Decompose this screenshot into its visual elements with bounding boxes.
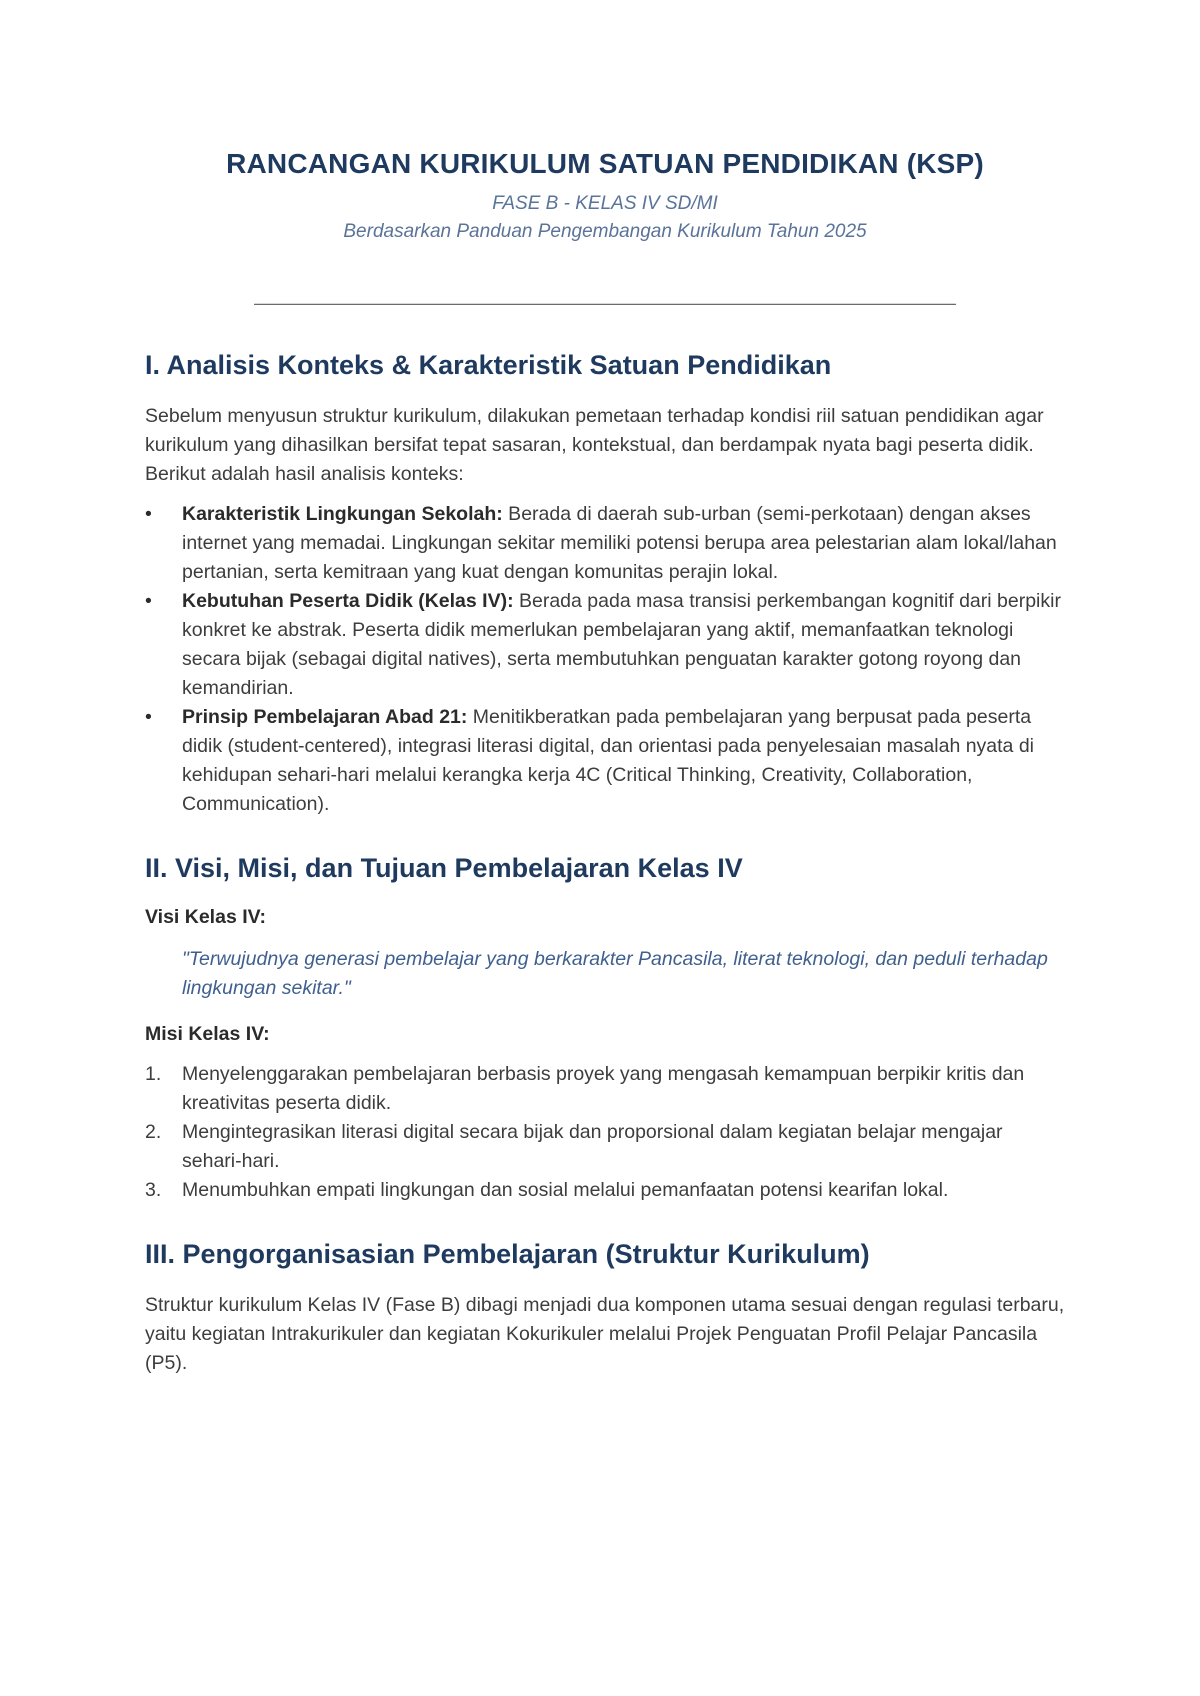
section-1-heading: I. Analisis Konteks & Karakteristik Satuan Pendidikan bbox=[145, 350, 832, 380]
list-item bbox=[145, 1118, 1065, 1176]
document-basis: Berdasarkan Panduan Pengembangan Kurikulum Tahun 2025 bbox=[343, 221, 867, 242]
list-item bbox=[145, 703, 1065, 819]
list-item-text: Menitikberatkan pada pembelajaran yang berpusat pada peserta didik (student-centered), integrasi literasi digital, dan orientasi pada penyelesaian masalah nyata di kehidupan sehari-hari melalui kerangka kerja 4C (Critical Thinking, Creativity, Collaboration, Communication). bbox=[182, 706, 1035, 815]
section-3-heading: III. Pengorganisasian Pembelajaran (Struktur Kurikulum) bbox=[145, 1239, 870, 1269]
vision-quote: "Terwujudnya generasi pembelajar yang berkarakter Pancasila, literat teknologi, dan peduli terhadap lingkungan sekitar." bbox=[182, 948, 1048, 999]
section-1-intro: Sebelum menyusun struktur kurikulum, dilakukan pemetaan terhadap kondisi riil satuan pendidikan agar kurikulum yang dihasilkan bersifat tepat sasaran, kontekstual, dan berdampak nyata bagi peserta didik. Berikut adalah hasil analisis konteks: bbox=[145, 405, 1044, 485]
list-item-text: Menumbuhkan empati lingkungan dan sosial melalui pemanfaatan potensi kearifan lokal. bbox=[182, 1179, 949, 1201]
mission-label: Misi Kelas IV: bbox=[145, 1023, 270, 1045]
section-3-text: Struktur kurikulum Kelas IV (Fase B) dibagi menjadi dua komponen utama sesuai dengan regulasi terbaru, yaitu kegiatan Intrakurikuler dan kegiatan Kokurikuler melalui Projek Penguatan Profil Pelajar Pancasila (P5). bbox=[145, 1294, 1065, 1374]
list-item-text: Berada di daerah sub-urban (semi-perkotaan) dengan akses internet yang memadai. Lingkungan sekitar memiliki potensi berupa area pelestarian alam lokal/lahan pertanian, serta kemitraan yang kuat dengan komunitas perajin lokal. bbox=[182, 503, 1057, 583]
list-item-text: Menyelenggarakan pembelajaran berbasis proyek yang mengasah kemampuan berpikir kritis dan kreativitas peserta didik. bbox=[182, 1063, 1025, 1114]
bullet-icon: • bbox=[145, 590, 152, 612]
mission-list bbox=[145, 1060, 1065, 1205]
document-content bbox=[145, 148, 1065, 1378]
section-2-heading: II. Visi, Misi, dan Tujuan Pembelajaran Kelas IV bbox=[145, 853, 743, 883]
bullet-icon: • bbox=[145, 706, 152, 728]
horizontal-divider: ——————————————————————————————————————— bbox=[254, 293, 956, 313]
document-title: RANCANGAN KURIKULUM SATUAN PENDIDIKAN (KSP) bbox=[226, 148, 984, 179]
list-item-text: Mengintegrasikan literasi digital secara bijak dan proporsional dalam kegiatan belajar mengajar sehari-hari. bbox=[182, 1121, 1003, 1172]
list-item-text: Berada pada masa transisi perkembangan kognitif dari berpikir konkret ke abstrak. Peserta didik memerlukan pembelajaran yang aktif, memanfaatkan teknologi secara bijak (sebagai digital natives), serta membutuhkan penguatan karakter gotong royong dan kemandirian. bbox=[182, 590, 1061, 699]
list-item-term: Karakteristik Lingkungan Sekolah: bbox=[182, 503, 503, 525]
list-item-term: Prinsip Pembelajaran Abad 21: bbox=[182, 706, 468, 728]
list-item bbox=[145, 500, 1065, 587]
list-item bbox=[145, 1176, 1065, 1205]
context-analysis-list bbox=[145, 500, 1065, 819]
list-number: 1. bbox=[145, 1063, 162, 1085]
list-number: 3. bbox=[145, 1179, 162, 1201]
document-subtitle: FASE B - KELAS IV SD/MI bbox=[492, 193, 718, 214]
list-number: 2. bbox=[145, 1121, 162, 1143]
list-item-term: Kebutuhan Peserta Didik (Kelas IV): bbox=[182, 590, 514, 612]
list-item bbox=[145, 587, 1065, 703]
bullet-icon: • bbox=[145, 503, 152, 525]
list-item bbox=[145, 1060, 1065, 1118]
vision-label: Visi Kelas IV: bbox=[145, 906, 267, 928]
